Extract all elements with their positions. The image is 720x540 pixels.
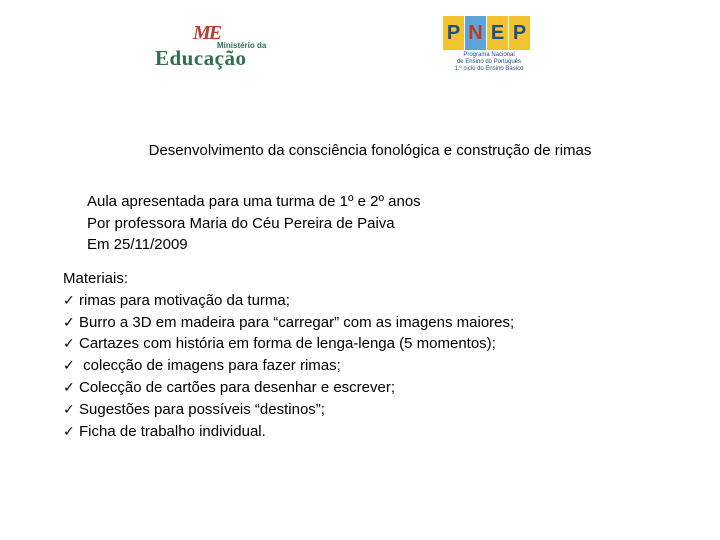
list-item-text: colecção de imagens para fazer rimas; — [79, 357, 341, 375]
pnep-letter-e: E — [487, 16, 508, 50]
pnep-logo — [443, 16, 535, 76]
lesson-info — [87, 191, 421, 256]
pnep-subtitle — [443, 52, 535, 73]
list-item-text: Burro a 3D em madeira para “carregar” com as imagens maiores; — [79, 313, 515, 331]
list-item-text: Cartazes com história em forma de lenga-lenga (5 momentos); — [79, 335, 496, 353]
checkmark-icon: ✓ — [63, 291, 75, 308]
list-item — [63, 377, 514, 399]
checkmark-icon: ✓ — [63, 378, 75, 395]
materials-heading: Materiais: — [63, 270, 129, 287]
pnep-subtitle-line: de Ensino do Português — [456, 59, 522, 65]
list-item — [63, 421, 514, 443]
list-item-text: Sugestões para possíveis “destinos”; — [79, 400, 325, 418]
slide-title: Desenvolvimento da consciência fonológica e construção de rimas — [148, 142, 592, 159]
pnep-letters — [443, 16, 535, 50]
info-date: Em 25/11/2009 — [87, 236, 188, 253]
materials-list — [63, 268, 514, 442]
pnep-subtitle-line: Programa Nacional — [463, 52, 515, 58]
me-logo-mark: ME — [193, 22, 221, 44]
pnep-letter-p: P — [443, 16, 464, 50]
info-audience: Aula apresentada para uma turma de 1º e 2º anos — [87, 193, 421, 210]
list-item — [63, 333, 514, 355]
checkmark-icon: ✓ — [63, 313, 75, 330]
list-item — [63, 355, 514, 377]
list-item-text: Ficha de trabalho individual. — [79, 422, 266, 440]
info-teacher: Por professora Maria do Céu Pereira de Paiva — [87, 214, 395, 232]
checkmark-icon: ✓ — [63, 335, 75, 352]
list-item-text: Colecção de cartões para desenhar e escrever; — [79, 378, 396, 396]
list-item — [63, 312, 514, 334]
checkmark-icon: ✓ — [63, 357, 75, 374]
checkmark-icon: ✓ — [63, 400, 75, 417]
list-item-text: rimas para motivação da turma; — [79, 291, 290, 309]
ministerio-educacao-logo — [155, 22, 275, 68]
pnep-letter-p-second: P — [509, 16, 530, 50]
me-logo-big-text: Educação — [155, 46, 247, 70]
pnep-subtitle-line: 1.º ciclo do Ensino Básico — [454, 66, 524, 72]
me-logo-small-text: Ministério da — [217, 41, 267, 50]
checkmark-icon: ✓ — [63, 422, 75, 439]
list-item — [63, 399, 514, 421]
pnep-letter-n: N — [465, 16, 486, 50]
list-item — [63, 290, 514, 312]
